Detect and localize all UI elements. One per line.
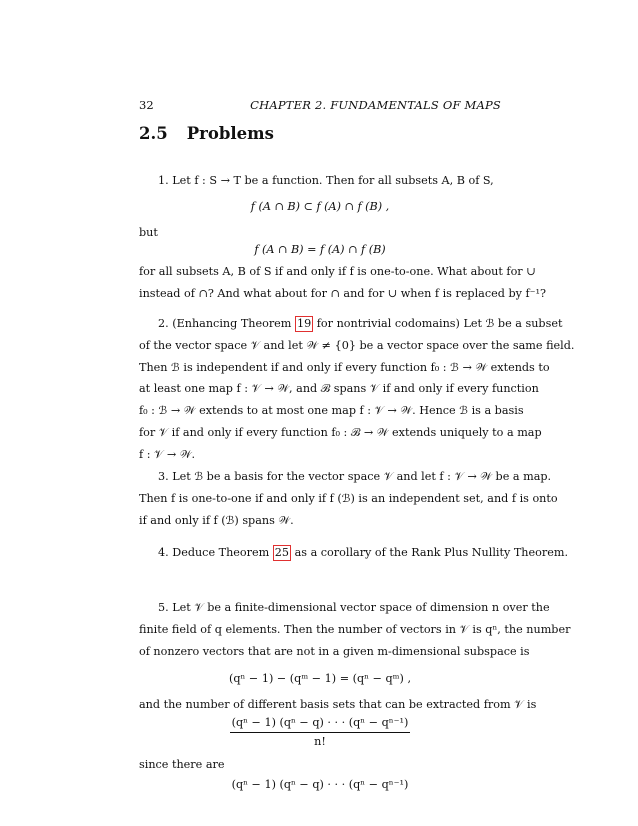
problem-3-line-2: Then f is one-to-one if and only if f (ℬ) is an independent set, and f is onto xyxy=(139,491,558,505)
problem-1-equation-1: f (A ∩ B) ⊂ f (A) ∩ f (B) , xyxy=(250,199,390,213)
problem-5 xyxy=(139,597,571,796)
problem-5-line-5: since there are xyxy=(139,757,225,771)
problem-2-text-a: 2. (Enhancing Theorem xyxy=(158,317,295,330)
problem-1 xyxy=(139,170,547,305)
basis-count-fraction xyxy=(230,714,411,751)
problem-2-line-4: at least one map f : 𝒱 → 𝒲, and ℬ spans 𝒱 if and only if every function xyxy=(139,382,539,396)
problem-4-text-a: 4. Deduce Theorem xyxy=(158,546,273,559)
problem-5-line-2: finite field of q elements. Then the number of vectors in 𝒱 is qⁿ, the number xyxy=(139,622,571,636)
chapter-title: CHAPTER 2. FUNDAMENTALS OF MAPS xyxy=(250,98,501,112)
section-heading xyxy=(139,122,274,146)
problem-5-fraction xyxy=(139,714,501,754)
problem-4-line-1 xyxy=(139,542,568,564)
problem-2-line-3: Then ℬ is independent if and only if every function f₀ : ℬ → 𝒲 extends to xyxy=(139,360,550,374)
theorem-19-link[interactable]: 19 xyxy=(296,317,312,330)
running-header xyxy=(139,96,501,114)
problem-1-line-1: 1. Let f : S → T be a function. Then for all subsets A, B of S, xyxy=(158,174,494,187)
problem-2-line-6: for 𝒱 if and only if every function f₀ : ℬ → 𝒲 extends uniquely to a map xyxy=(139,425,542,439)
problem-2-line-5: f₀ : ℬ → 𝒲 extends to at most one map f : 𝒱 → 𝒲. Hence ℬ is a basis xyxy=(139,404,524,418)
problem-1-equation-2: f (A ∩ B) = f (A) ∩ f (B) xyxy=(254,243,386,257)
problem-3-line-1: 3. Let ℬ be a basis for the vector space 𝒱 and let f : 𝒱 → 𝒲 be a map. xyxy=(158,470,552,483)
problem-3-line-3: if and only if f (ℬ) spans 𝒲. xyxy=(139,513,294,527)
problem-2-line-2: of the vector space 𝒱 and let 𝒲 ≠ {0} be a vector space over the same field. xyxy=(139,338,575,352)
problem-3 xyxy=(139,466,558,531)
fraction-numerator: (qⁿ − 1) (qⁿ − q) · · · (qⁿ − qⁿ⁻¹) xyxy=(230,714,411,733)
fraction-denominator: n! xyxy=(314,734,326,748)
theorem-25-link[interactable]: 25 xyxy=(274,546,290,559)
problem-5-line-3: of nonzero vectors that are not in a given m-dimensional subspace is xyxy=(139,644,530,658)
problem-1-but: but xyxy=(139,225,158,239)
problem-1-line-3: instead of ∩? And what about for ∩ and for ∪ when f is replaced by f⁻¹? xyxy=(139,286,547,300)
problem-2-line-1 xyxy=(139,313,563,335)
problem-5-equation-1: (qⁿ − 1) − (qᵐ − 1) = (qⁿ − qᵐ) , xyxy=(228,672,411,686)
section-title: Problems xyxy=(186,124,274,143)
problem-4 xyxy=(139,542,568,564)
problem-2-text-b: for nontrivial codomains) Let ℬ be a subset xyxy=(313,317,563,330)
problem-5-equation-2: (qⁿ − 1) (qⁿ − q) · · · (qⁿ − qⁿ⁻¹) xyxy=(231,777,409,791)
problem-5-line-4: and the number of different basis sets that can be extracted from 𝒱 is xyxy=(139,698,537,712)
page-number: 32 xyxy=(139,98,154,112)
problem-2-line-7: f : 𝒱 → 𝒲. xyxy=(139,447,196,461)
section-number: 2.5 xyxy=(139,124,168,143)
problem-4-text-b: as a corollary of the Rank Plus Nullity Theorem. xyxy=(291,546,568,559)
problem-1-line-2: for all subsets A, B of S if and only if f is one-to-one. What about for ∪ xyxy=(139,265,536,279)
problem-5-line-1: 5. Let 𝒱 be a finite-dimensional vector space of dimension n over the xyxy=(158,601,550,614)
problem-2 xyxy=(139,313,575,466)
